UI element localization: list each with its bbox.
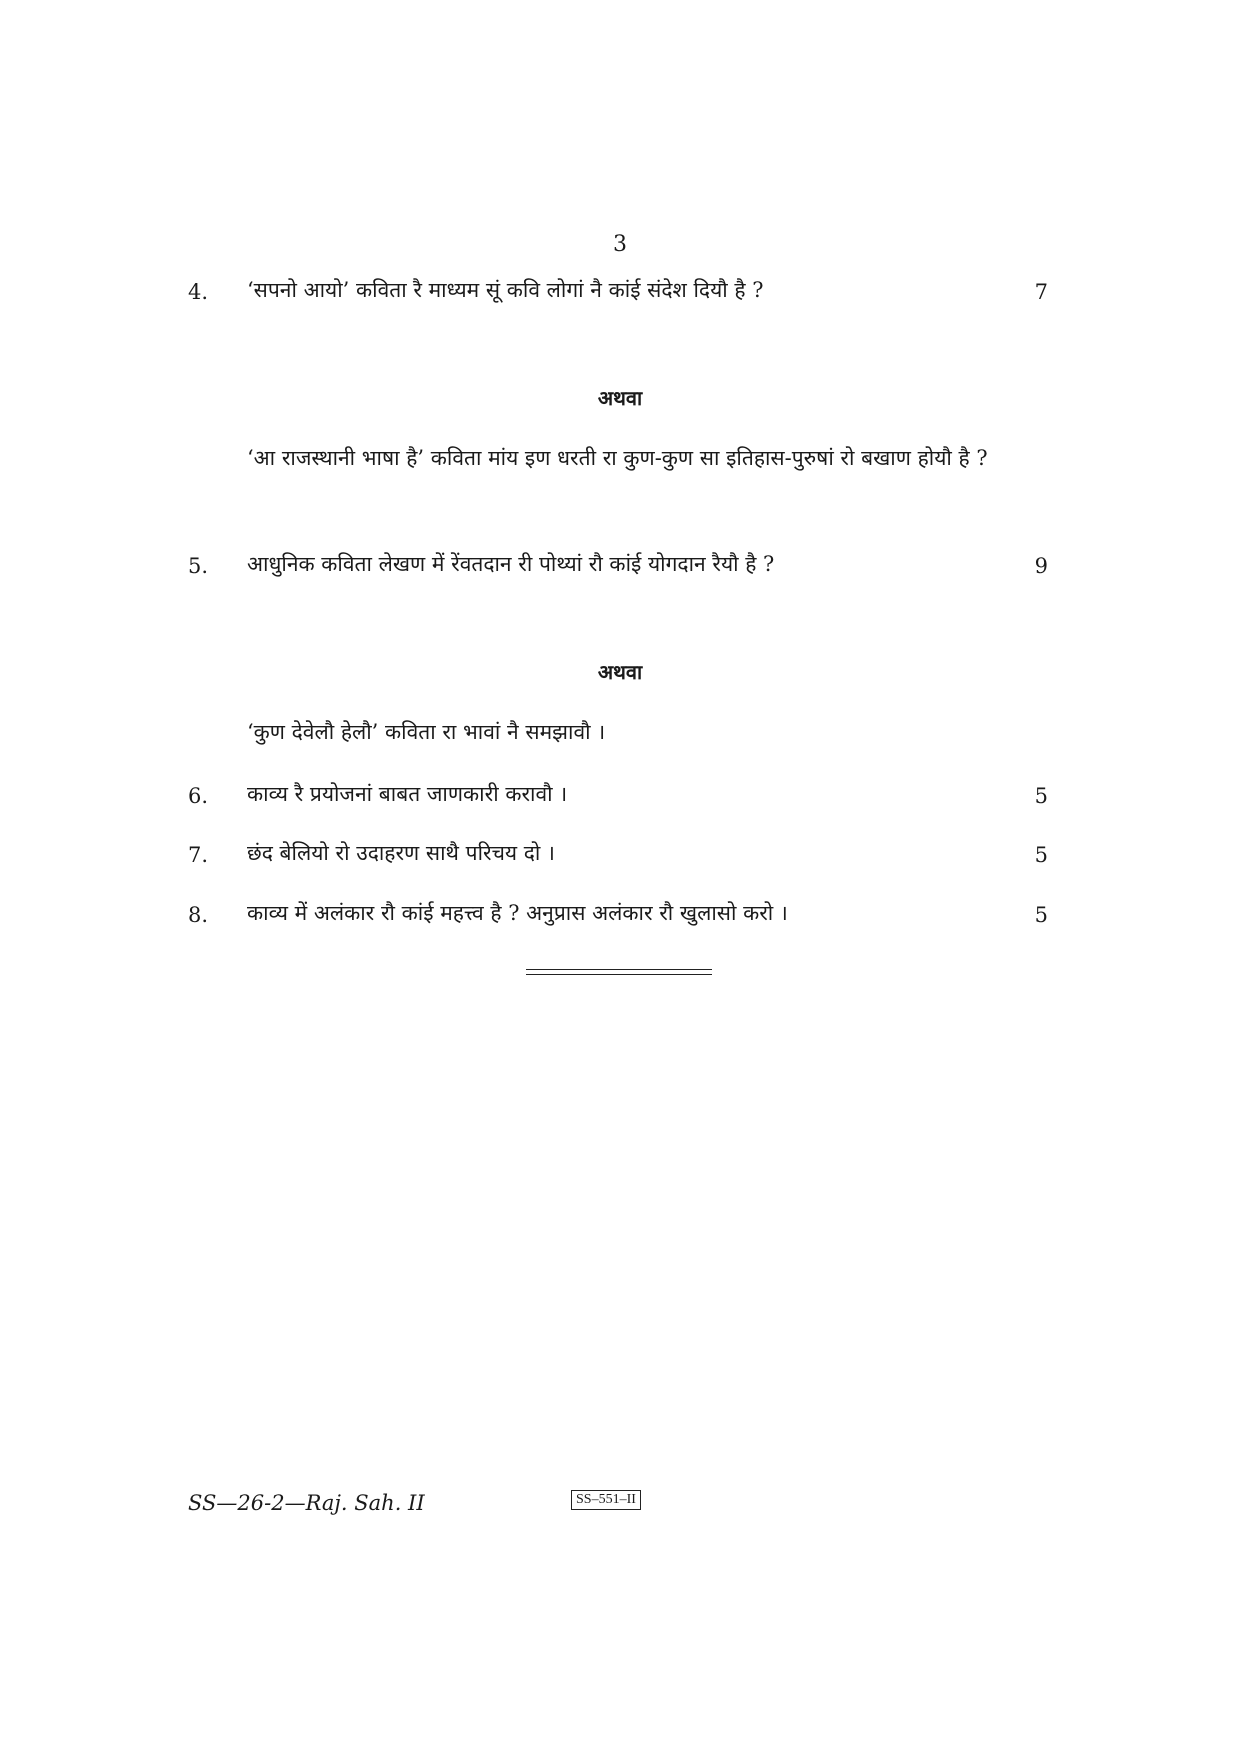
question-text: आधुनिक कविता लेखण में रेंवतदान री पोथ्यां रौ कांई योगदान रैयौ है ? (247, 552, 775, 576)
question-text: काव्य में अलंकार रौ कांई महत्त्व है ? अनुप्रास अलंकार रौ खुलासो करो । (247, 901, 788, 925)
question-text: ‘सपनो आयो’ कविता रै माध्यम सूं कवि लोगां नै कांई संदेश दियौ है ? (247, 278, 764, 302)
question-marks: 5 (1034, 843, 1048, 867)
question-number: 8. (188, 903, 209, 927)
question-number: 4. (188, 280, 209, 304)
question-text: छंद बेलियो रो उदाहरण साथै परिचय दो । (247, 841, 556, 865)
question-number: 6. (188, 784, 209, 808)
question-text: काव्य रै प्रयोजनां बाबत जाणकारी करावौ । (247, 782, 568, 806)
end-divider (526, 969, 712, 975)
question-marks: 9 (1034, 554, 1048, 578)
question-number: 7. (188, 843, 209, 867)
athva-heading-2: अथवा (597, 660, 643, 684)
question-marks: 5 (1034, 784, 1048, 808)
footer-code: SS—26-2—Raj. Sah. II (188, 1491, 425, 1515)
alternative-question-2: ‘कुण देवेलौ हेलौ’ कविता रा भावां नै समझावौ । (247, 720, 606, 744)
question-marks: 7 (1034, 280, 1048, 304)
question-number: 5. (188, 554, 209, 578)
question-marks: 5 (1034, 903, 1048, 927)
alternative-question-1: ‘आ राजस्थानी भाषा है’ कविता मांय इण धरती रा कुण-कुण सा इतिहास-पुरुषां रो बखाण होयौ है ? (247, 446, 988, 470)
footer-paper-code-box: SS–551–II (571, 1490, 641, 1510)
athva-heading-1: अथवा (597, 386, 643, 410)
page-number: 3 (613, 232, 627, 257)
